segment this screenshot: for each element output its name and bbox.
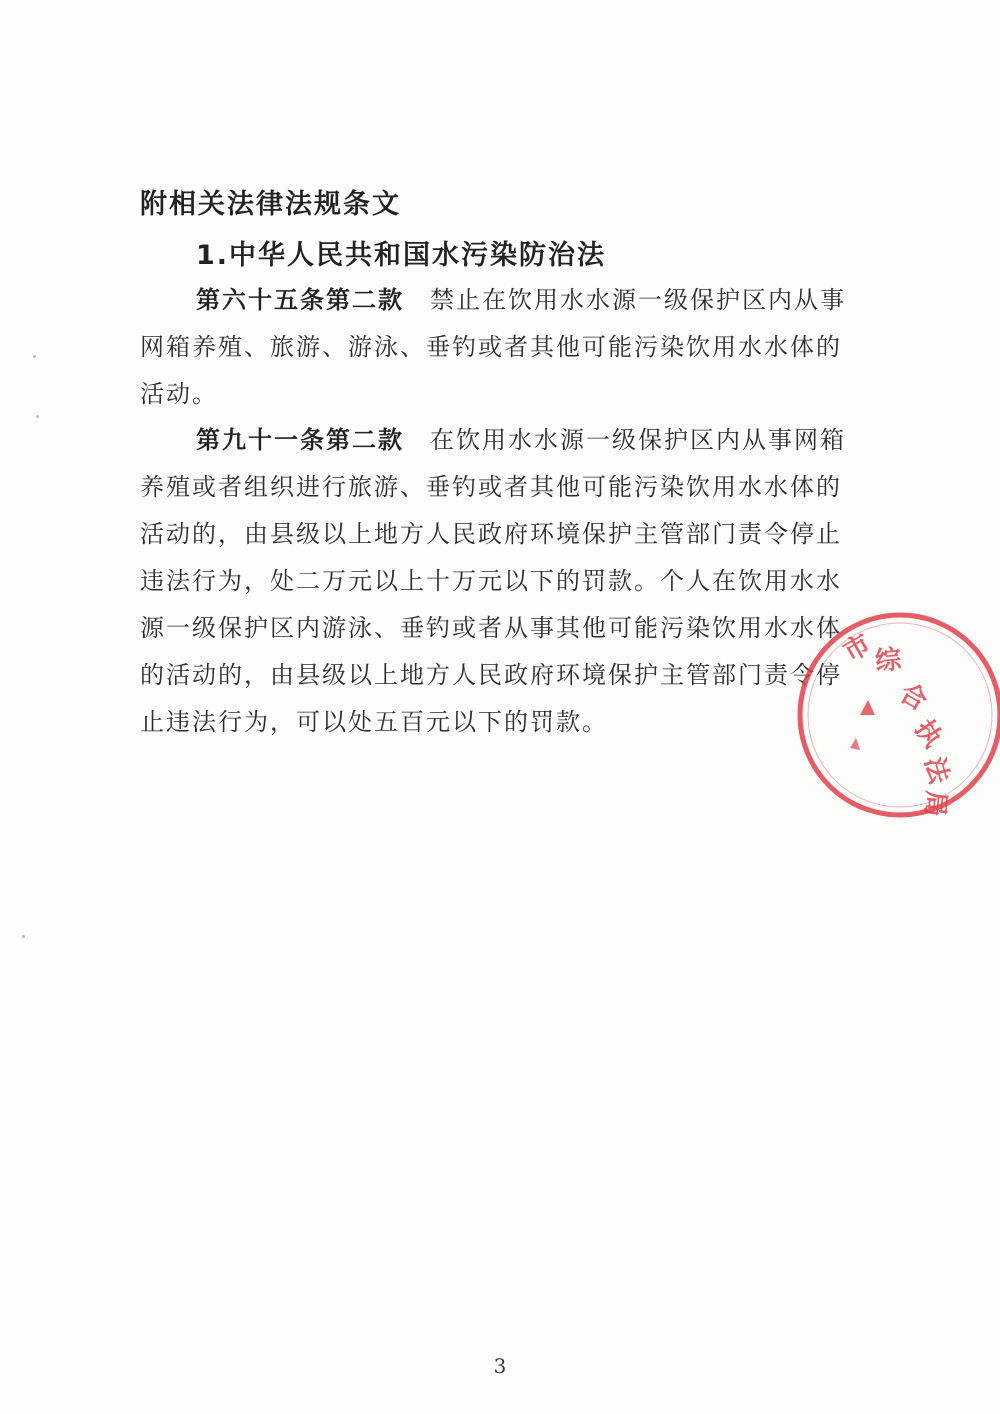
svg-text:综: 综 xyxy=(873,644,903,677)
svg-text:法: 法 xyxy=(918,754,954,787)
article-65-paragraph xyxy=(140,277,865,418)
scan-speck xyxy=(22,935,25,938)
article-65-text: 禁止在饮用水水源一级保护区内从事网箱养殖、旅游、游泳、垂钓或者其他可能污染饮用水水体的活动。 xyxy=(140,286,846,408)
svg-text:局: 局 xyxy=(918,789,951,818)
scan-speck xyxy=(33,355,36,358)
article-91-text: 在饮用水水源一级保护区内从事网箱养殖或者组织进行旅游、垂钓或者其他可能污染饮用水水体的活动的，由县级以上地方人民政府环境保护主管部门责令停止违法行为，处二万元以上十万元以下的罚款。个人在饮用水水源一级保护区内游泳、垂钓或者从事其他可能污染饮用水水体的活动的，由县级以上地方人民政府环境保护主管部门责令停止违法行为，可以处五百元以下的罚款。 xyxy=(140,426,846,736)
scan-speck xyxy=(36,415,39,418)
article-91-label: 第九十一条第二款 xyxy=(196,426,404,454)
svg-text:市: 市 xyxy=(838,629,877,669)
official-seal-stamp xyxy=(780,600,1000,830)
article-91-paragraph xyxy=(140,417,865,746)
page-number: 3 xyxy=(493,1354,507,1378)
svg-text:合: 合 xyxy=(894,678,933,718)
law-title: 1.中华人民共和国水污染防治法 xyxy=(196,240,607,271)
section-heading: 附相关法律法规条文 xyxy=(140,189,401,220)
svg-text:执: 执 xyxy=(908,714,948,754)
article-65-label: 第六十五条第二款 xyxy=(196,286,404,314)
